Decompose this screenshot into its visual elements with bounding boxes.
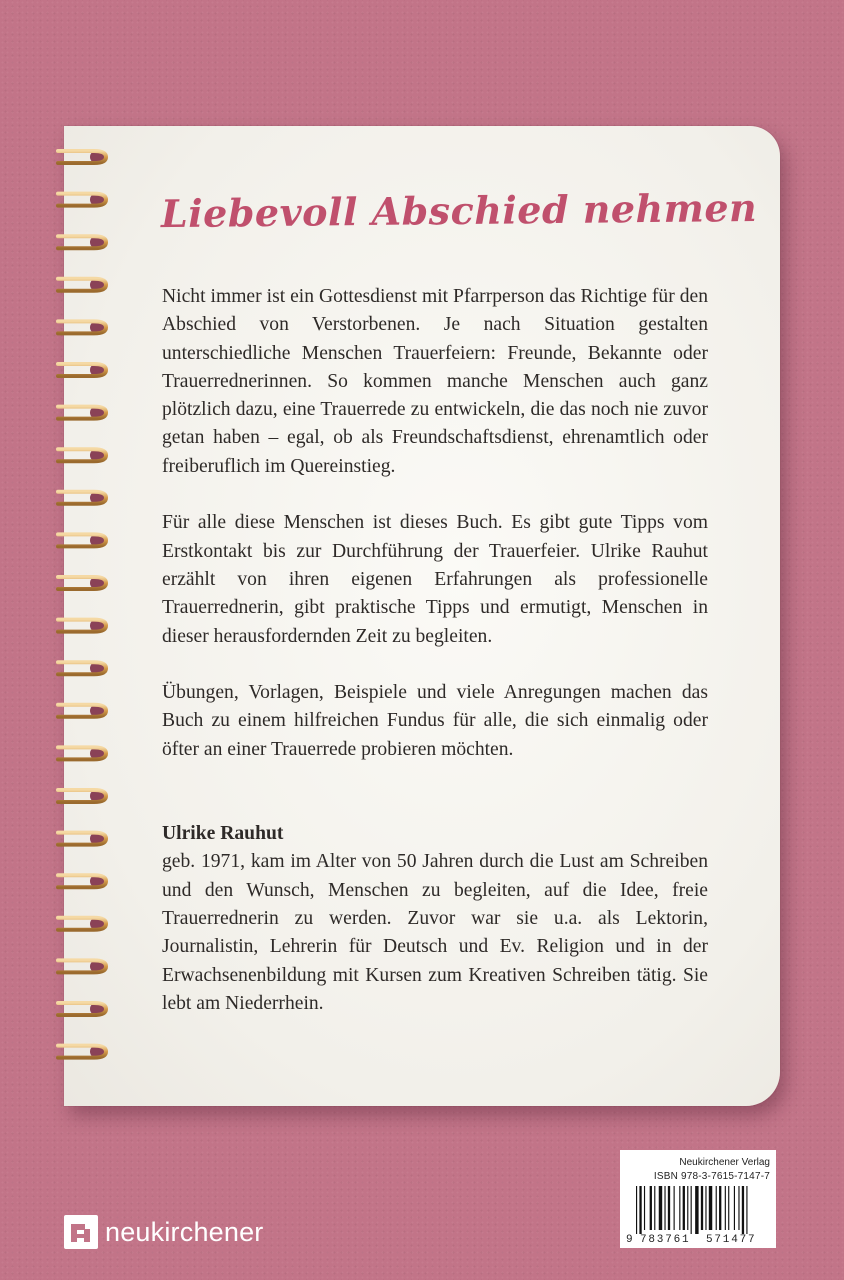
spiral-binding (56, 143, 116, 1093)
spiral-ring (58, 704, 106, 718)
logo-text: neukirchener (105, 1216, 264, 1247)
spiral-ring (58, 661, 106, 675)
author-name: Ulrike Rauhut (162, 823, 284, 845)
spiral-ring (58, 1002, 106, 1016)
spiral-ring (58, 874, 106, 888)
isbn-number: ISBN 978-3-7615-7147-7 (653, 1171, 770, 1182)
spiral-ring (58, 576, 106, 590)
paragraph-contents: Übungen, Vorlagen, Beispiele und viele Anregungen machen das Buch zu einem hilfreichen Fundus für alle, die sich einmalig oder öfter an einer Trauerrede probieren möchten. (162, 682, 708, 760)
spiral-ring (58, 746, 106, 760)
spiral-ring (58, 619, 106, 633)
spiral-ring (58, 278, 106, 292)
author-bio: geb. 1971, kam im Alter von 50 Jahren durch die Lust am Schreiben und den Wunsch, Menschen zu begleiten, auf die Idee, freie Trauerrednerin zu werden. Zuvor war sie u.a. als Lektorin, Journalistin, Lehrerin für Deutsch und Ev. Religion und in der Erwachsenenbildung mit Kursen zum Kreativen Schreiben tätig. Sie lebt am Niederrhein. (162, 851, 708, 1014)
spiral-ring (58, 959, 106, 973)
paragraph-intro: Nicht immer ist ein Gottesdienst mit Pfarrperson das Richtige für den Abschied von Verstorbenen. Je nach Situation gestalten unterschiedliche Menschen Trauerfeiern: Freunde, Bekannte oder Trauerrednerinnen. So kommen manche Menschen auch ganz plötzlich dazu, eine Trauerrede zu entwickeln, die das noch nie zuvor getan haben – egal, ob als Freundschaftsdienst, ehrenamtlich oder freiberuflich im Quereinstieg. (162, 286, 708, 477)
spiral-ring (58, 363, 106, 377)
page-title: Liebevoll Abschied nehmen (160, 184, 758, 237)
spiral-ring (58, 235, 106, 249)
barcode-digit-lead: 9 (626, 1234, 633, 1246)
paragraph-audience: Für alle diese Menschen ist dieses Buch. Es gibt gute Tipps vom Erstkontakt bis zur Durchführung der Trauerfeier. Ulrike Rauhut erzählt von ihren eigenen Erfahrungen als professionelle Trauerrednerin, gibt praktische Tipps und ermutigt, Menschen in dieser herausfordernden Zeit zu begleiten. (162, 512, 708, 647)
spiral-ring (58, 406, 106, 420)
neukirchener-logo-icon (64, 1215, 98, 1249)
publisher-logo (64, 1213, 264, 1251)
spiral-ring (58, 832, 106, 846)
spiral-ring (58, 1045, 106, 1059)
publisher-name: Neukirchener Verlag (679, 1157, 770, 1168)
barcode (626, 1186, 770, 1236)
spiral-ring (58, 917, 106, 931)
barcode-digits-right: 571477 (706, 1234, 757, 1246)
barcode-digits-left: 783761 (640, 1234, 691, 1246)
spiral-ring (58, 448, 106, 462)
isbn-barcode-box (620, 1150, 776, 1248)
author-section (162, 820, 708, 1018)
spiral-ring (58, 789, 106, 803)
spiral-ring (58, 533, 106, 547)
spiral-ring (58, 491, 106, 505)
spiral-ring (58, 150, 106, 164)
spiral-ring (58, 193, 106, 207)
spiral-ring (58, 320, 106, 334)
back-cover-text (162, 283, 708, 1018)
